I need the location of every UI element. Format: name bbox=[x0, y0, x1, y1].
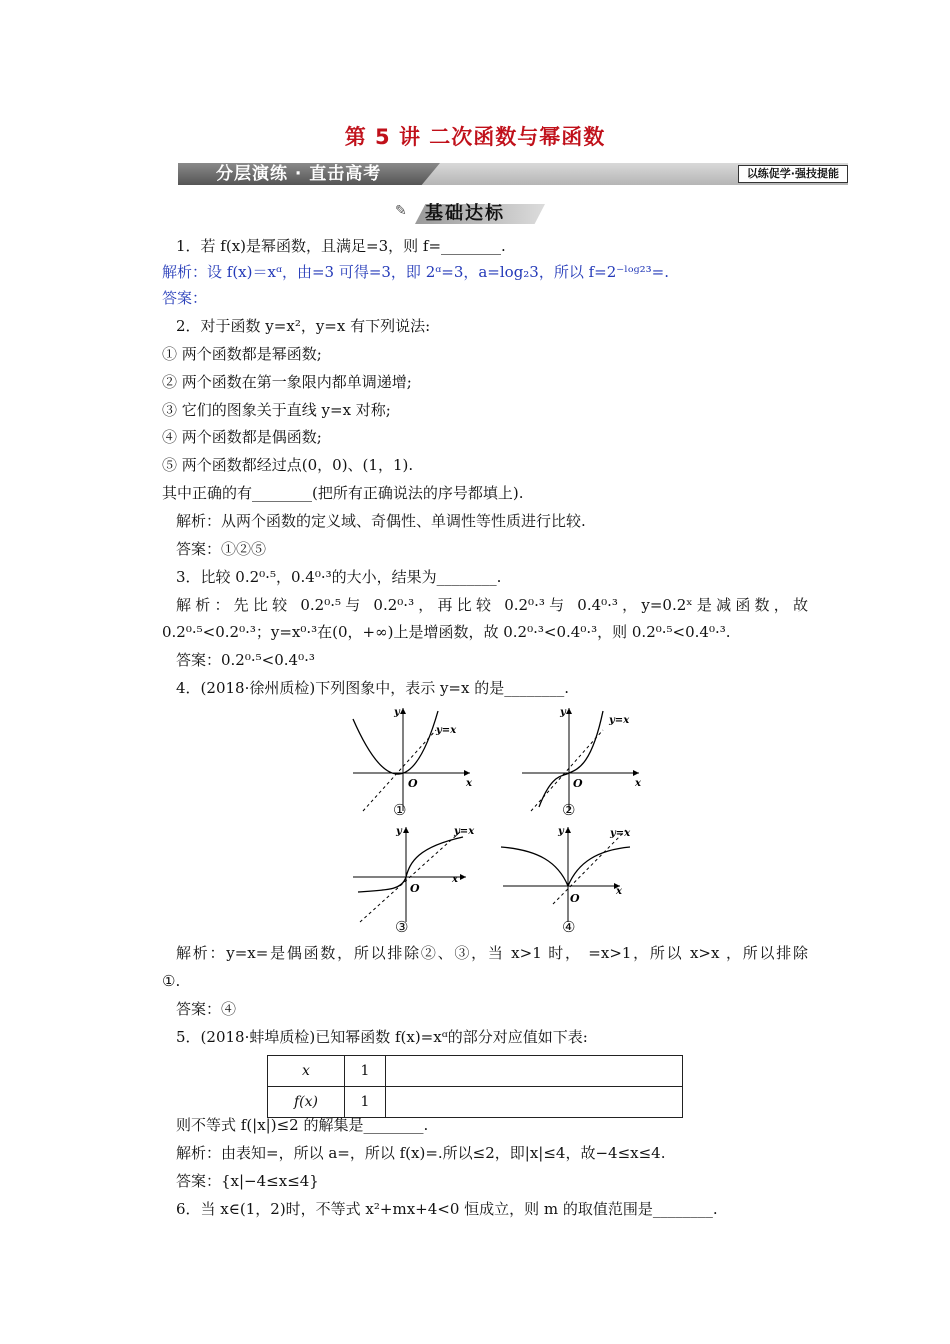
graph-1-x-label: x bbox=[466, 778, 472, 789]
section-heading bbox=[395, 201, 545, 227]
statement-2: ② 两个函数在第一象限内都单调递增; bbox=[162, 373, 412, 391]
graph-4-line-label: y=x bbox=[610, 828, 631, 839]
table-row bbox=[268, 1087, 683, 1118]
question-2: 2．对于函数 y=x²，y=x 有下列说法: bbox=[176, 317, 431, 335]
table-cell bbox=[386, 1056, 683, 1087]
answer-1: 答案： bbox=[162, 289, 208, 307]
table-cell bbox=[386, 1087, 683, 1118]
solution-3-line-1: 解析：先比较 0.2⁰·⁵与 0.2⁰·³，再比较 0.2⁰·³与 0.4⁰·³，y=0.2ˣ是减函数，故 bbox=[176, 596, 808, 614]
statement-1: ① 两个函数都是幂函数; bbox=[162, 345, 322, 363]
graph-2 bbox=[517, 703, 647, 821]
banner-right-tag: 以练促学·强技提能 bbox=[738, 165, 848, 183]
question-6: 6．当 x∈(1，2)时，不等式 x²+mx+4<0 恒成立，则 m 的取值范围是________. bbox=[176, 1200, 718, 1218]
table-cell: x bbox=[268, 1056, 345, 1087]
graph-1-y-label: y bbox=[394, 707, 400, 718]
graph-1 bbox=[348, 703, 478, 821]
banner-left-text: 分层演练 · 直击高考 bbox=[216, 164, 382, 184]
graph-4-y-label: y bbox=[558, 826, 564, 837]
section-heading-text: 基础达标 bbox=[425, 203, 505, 224]
answer-2: 答案：①②⑤ bbox=[176, 540, 267, 558]
graph-2-line-label: y=x bbox=[609, 715, 630, 726]
graph-2-x-label: x bbox=[635, 778, 641, 789]
solution-5: 解析：由表知=，所以 a=，所以 f(x)=.所以≤2，即|x|≤4，故−4≤x≤4. bbox=[176, 1144, 666, 1162]
graph-3 bbox=[348, 822, 478, 940]
question-5: 5．(2018·蚌埠质检)已知幂函数 f(x)=xᵅ的部分对应值如下表: bbox=[176, 1028, 588, 1046]
solution-3-line-2: 0.2⁰·⁵<0.2⁰·³；y=x⁰·³在(0，+∞)上是增函数，故 0.2⁰·³<0.4⁰·³，则 0.2⁰·⁵<0.4⁰·³. bbox=[162, 623, 731, 641]
statement-4: ④ 两个函数都是偶函数; bbox=[162, 428, 322, 446]
question-3: 3．比较 0.2⁰·⁵，0.4⁰·³的大小，结果为________. bbox=[176, 568, 502, 586]
graph-3-y-label: y bbox=[396, 826, 402, 837]
question-1: 1．若 f(x)是幂函数，且满足=3，则 f=________. bbox=[176, 237, 506, 255]
solution-2: 解析：从两个函数的定义域、奇偶性、单调性等性质进行比较. bbox=[176, 512, 586, 530]
graph-1-caption: ① bbox=[393, 801, 407, 819]
graph-3-line-label: y=x bbox=[454, 826, 475, 837]
table-cell: 1 bbox=[345, 1056, 386, 1087]
solution-1: 解析：设 f(x)＝xᵅ，由=3 可得=3，即 2ᵅ=3，a=log₂3，所以 f=2⁻ˡᵒᵍ²³=. bbox=[162, 263, 669, 281]
graph-3-x-label: x bbox=[452, 874, 458, 885]
page-title: 第 5 讲 二次函数与幂函数 bbox=[344, 125, 606, 149]
value-table bbox=[267, 1055, 683, 1118]
statement-5: ⑤ 两个函数都经过点(0，0)、(1，1). bbox=[162, 456, 414, 474]
table-row bbox=[268, 1056, 683, 1087]
question-2-prompt: 其中正确的有________(把所有正确说法的序号都填上). bbox=[162, 484, 524, 502]
graph-3-origin: O bbox=[410, 882, 420, 895]
answer-5: 答案：{x|−4≤x≤4} bbox=[176, 1172, 319, 1190]
solution-4-line-1: 解析：y=x=是偶函数，所以排除②、③，当 x>1 时， =x>1，所以 x>x ，所以排除 bbox=[176, 944, 808, 962]
graph-2-caption: ② bbox=[562, 801, 576, 819]
solution-4-line-2: ①. bbox=[162, 972, 181, 990]
question-4: 4．(2018·徐州质检)下列图象中，表示 y=x 的是________. bbox=[176, 679, 569, 697]
pencil-icon: ✎ bbox=[395, 203, 407, 219]
graph-2-y-label: y bbox=[560, 707, 566, 718]
question-5-prompt: 则不等式 f(|x|)≤2 的解集是________. bbox=[176, 1116, 429, 1134]
section-banner bbox=[178, 163, 848, 185]
graph-4-x-label: x bbox=[616, 886, 622, 897]
graph-1-line-label: y=x bbox=[436, 725, 457, 736]
answer-3: 答案：0.2⁰·⁵<0.4⁰·³ bbox=[176, 651, 315, 669]
graph-2-origin: O bbox=[573, 777, 583, 790]
table-cell: 1 bbox=[345, 1087, 386, 1118]
graph-4-caption: ④ bbox=[562, 918, 576, 936]
graph-1-origin: O bbox=[408, 777, 418, 790]
statement-3: ③ 它们的图象关于直线 y=x 对称; bbox=[162, 401, 391, 419]
graph-4-origin: O bbox=[570, 892, 580, 905]
table-cell: f(x) bbox=[268, 1087, 345, 1118]
graph-3-caption: ③ bbox=[395, 918, 409, 936]
answer-4: 答案：④ bbox=[176, 1000, 237, 1018]
